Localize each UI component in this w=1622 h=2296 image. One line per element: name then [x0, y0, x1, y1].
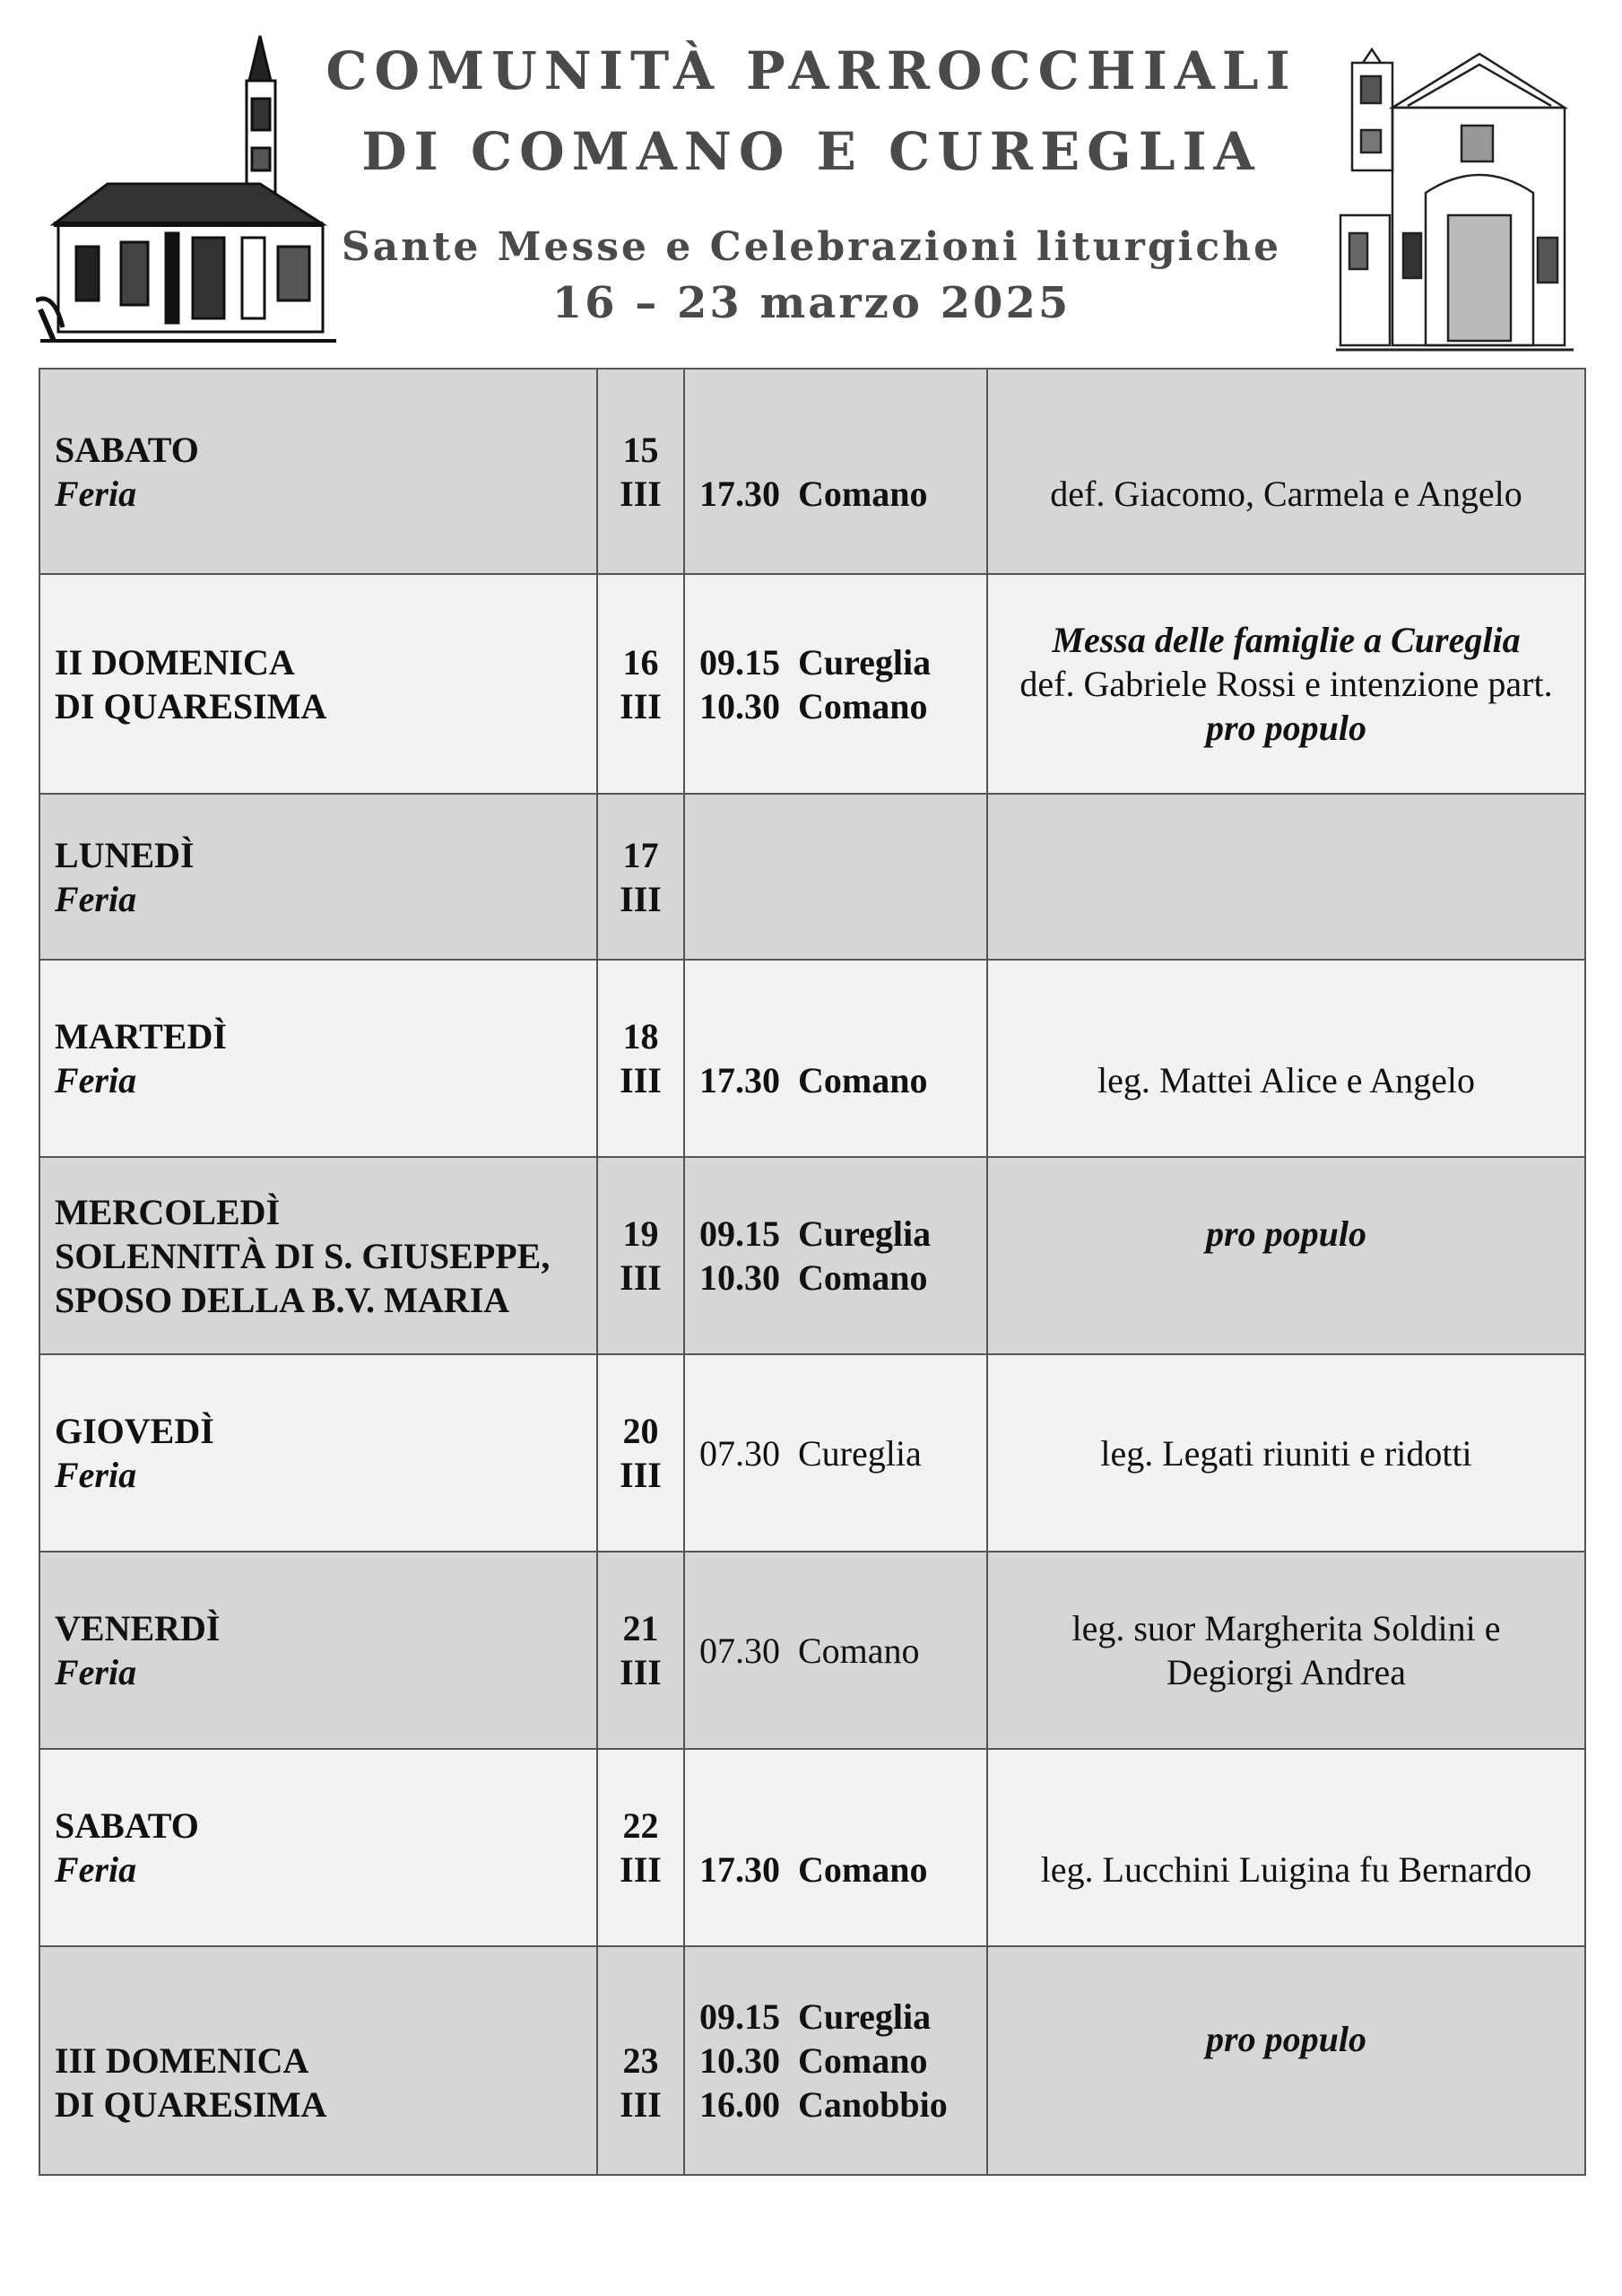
- day-cell: [39, 1946, 597, 2175]
- day-type: Feria: [55, 1652, 137, 1692]
- week-number: III: [620, 1455, 662, 1495]
- day-number: 17: [622, 834, 659, 875]
- table-row: [39, 369, 1585, 574]
- day-cell: [39, 369, 597, 574]
- intention: leg. Legati riuniti e ridotti: [1100, 1432, 1472, 1474]
- date-cell: [597, 1157, 684, 1354]
- time-cell: [684, 960, 987, 1157]
- date-cell: [597, 1354, 684, 1552]
- week-number: III: [620, 1652, 662, 1692]
- day-type: Feria: [55, 1455, 137, 1495]
- day-number: 16: [622, 641, 659, 683]
- day-cell: [39, 960, 597, 1157]
- day-number: 18: [622, 1016, 659, 1057]
- intention: pro populo: [1206, 1213, 1366, 1254]
- day-name: SABATO: [55, 1805, 199, 1846]
- week-number: III: [620, 2084, 662, 2125]
- mass-time: 16.00 Canobbio: [699, 2084, 948, 2125]
- mass-time: 07.30 Comano: [699, 1630, 920, 1671]
- intention: pro populo: [1206, 708, 1366, 748]
- intention: Degiorgi Andrea: [1167, 1652, 1406, 1692]
- week-number: III: [620, 1257, 662, 1298]
- date-cell: [597, 574, 684, 794]
- date-cell: [597, 1946, 684, 2175]
- time-cell: [684, 794, 987, 960]
- chapel-facade-sketch: [1336, 45, 1574, 354]
- table-row: [39, 794, 1585, 960]
- week-number: III: [620, 878, 662, 919]
- day-name: II DOMENICA: [55, 641, 295, 683]
- day-title: SOLENNITÀ DI S. GIUSEPPE,: [55, 1235, 551, 1276]
- intention: leg. suor Margherita Soldini e: [1071, 1608, 1501, 1648]
- day-number: 15: [622, 429, 659, 470]
- week-number: III: [620, 685, 662, 726]
- day-number: 19: [622, 1213, 659, 1254]
- day-name: MARTEDÌ: [55, 1016, 227, 1057]
- day-type: DI QUARESIMA: [55, 685, 327, 726]
- mass-time: 10.30 Comano: [699, 2040, 928, 2081]
- mass-time: 17.30 Comano: [699, 1060, 928, 1100]
- intention: leg. Lucchini Luigina fu Bernardo: [1040, 1849, 1532, 1890]
- day-number: 22: [622, 1805, 659, 1846]
- date-cell: [597, 369, 684, 574]
- time-cell: [684, 1354, 987, 1552]
- mass-time: 17.30 Comano: [699, 1849, 928, 1890]
- table-row: [39, 1354, 1585, 1552]
- intention-cell: [987, 1354, 1585, 1552]
- intention-cell: [987, 1552, 1585, 1749]
- day-type: Feria: [55, 1060, 137, 1100]
- day-name: SABATO: [55, 429, 199, 470]
- table-row: [39, 1946, 1585, 2175]
- day-cell: [39, 574, 597, 794]
- day-type: Feria: [55, 878, 137, 919]
- church-bell-tower-sketch: [36, 31, 341, 350]
- intention-cell: [987, 574, 1585, 794]
- day-type: DI QUARESIMA: [55, 2084, 327, 2125]
- mass-time: 09.15 Cureglia: [699, 641, 932, 683]
- day-cell: [39, 794, 597, 960]
- day-type: Feria: [55, 473, 137, 514]
- table-row: [39, 574, 1585, 794]
- week-number: III: [620, 473, 662, 514]
- date-cell: [597, 794, 684, 960]
- mass-time: 07.30 Cureglia: [699, 1432, 922, 1474]
- time-cell: [684, 1946, 987, 2175]
- day-number: 20: [622, 1411, 659, 1451]
- day-name: MERCOLEDÌ: [55, 1191, 281, 1232]
- week-number: III: [620, 1849, 662, 1890]
- day-number: 21: [622, 1608, 659, 1648]
- intention-cell: [987, 794, 1585, 960]
- day-name: LUNEDÌ: [55, 834, 195, 875]
- day-cell: [39, 1552, 597, 1749]
- date-range: 16 – 23 marzo 2025: [551, 278, 1071, 328]
- mass-time: 17.30 Comano: [699, 473, 928, 514]
- table-row: [39, 960, 1585, 1157]
- day-title: SPOSO DELLA B.V. MARIA: [55, 1279, 510, 1320]
- intention: pro populo: [1206, 2018, 1366, 2059]
- week-number: III: [620, 1060, 662, 1100]
- title-line-1: COMUNITÀ PARROCCHIALI: [325, 40, 1297, 101]
- table-row: [39, 1749, 1585, 1946]
- intention: Messa delle famiglie a Cureglia: [1052, 620, 1521, 660]
- day-number: 23: [622, 2040, 659, 2081]
- table-row: [39, 1552, 1585, 1749]
- mass-time: 10.30 Comano: [699, 1257, 928, 1298]
- intention-cell: [987, 1157, 1585, 1354]
- time-cell: [684, 574, 987, 794]
- day-name: GIOVEDÌ: [55, 1411, 214, 1451]
- mass-time: 09.15 Cureglia: [699, 1996, 932, 2037]
- day-name: III DOMENICA: [55, 2040, 309, 2081]
- day-name: VENERDÌ: [55, 1608, 221, 1648]
- intention: def. Gabriele Rossi e intenzione part.: [1019, 664, 1553, 704]
- date-cell: [597, 960, 684, 1157]
- time-cell: [684, 1157, 987, 1354]
- date-cell: [597, 1749, 684, 1946]
- intention: leg. Mattei Alice e Angelo: [1097, 1060, 1475, 1100]
- mass-time: 09.15 Cureglia: [699, 1213, 932, 1254]
- intention-cell: [987, 1946, 1585, 2175]
- date-cell: [597, 1552, 684, 1749]
- time-cell: [684, 1552, 987, 1749]
- day-type: Feria: [55, 1849, 137, 1890]
- title-line-2: DI COMANO E CUREGLIA: [361, 121, 1262, 182]
- day-cell: [39, 1749, 597, 1946]
- intention-cell: [987, 369, 1585, 574]
- time-cell: [684, 369, 987, 574]
- mass-time: 10.30 Comano: [699, 685, 928, 726]
- day-cell: [39, 1354, 597, 1552]
- intention: def. Giacomo, Carmela e Angelo: [1050, 473, 1522, 514]
- day-cell: [39, 1157, 597, 1354]
- table-row: [39, 1157, 1585, 1354]
- intention-cell: [987, 1749, 1585, 1946]
- intention-cell: [987, 960, 1585, 1157]
- time-cell: [684, 1749, 987, 1946]
- mass-schedule-table: [39, 368, 1586, 2176]
- subtitle: Sante Messe e Celebrazioni liturgiche: [341, 224, 1282, 270]
- page-header: [0, 0, 1622, 359]
